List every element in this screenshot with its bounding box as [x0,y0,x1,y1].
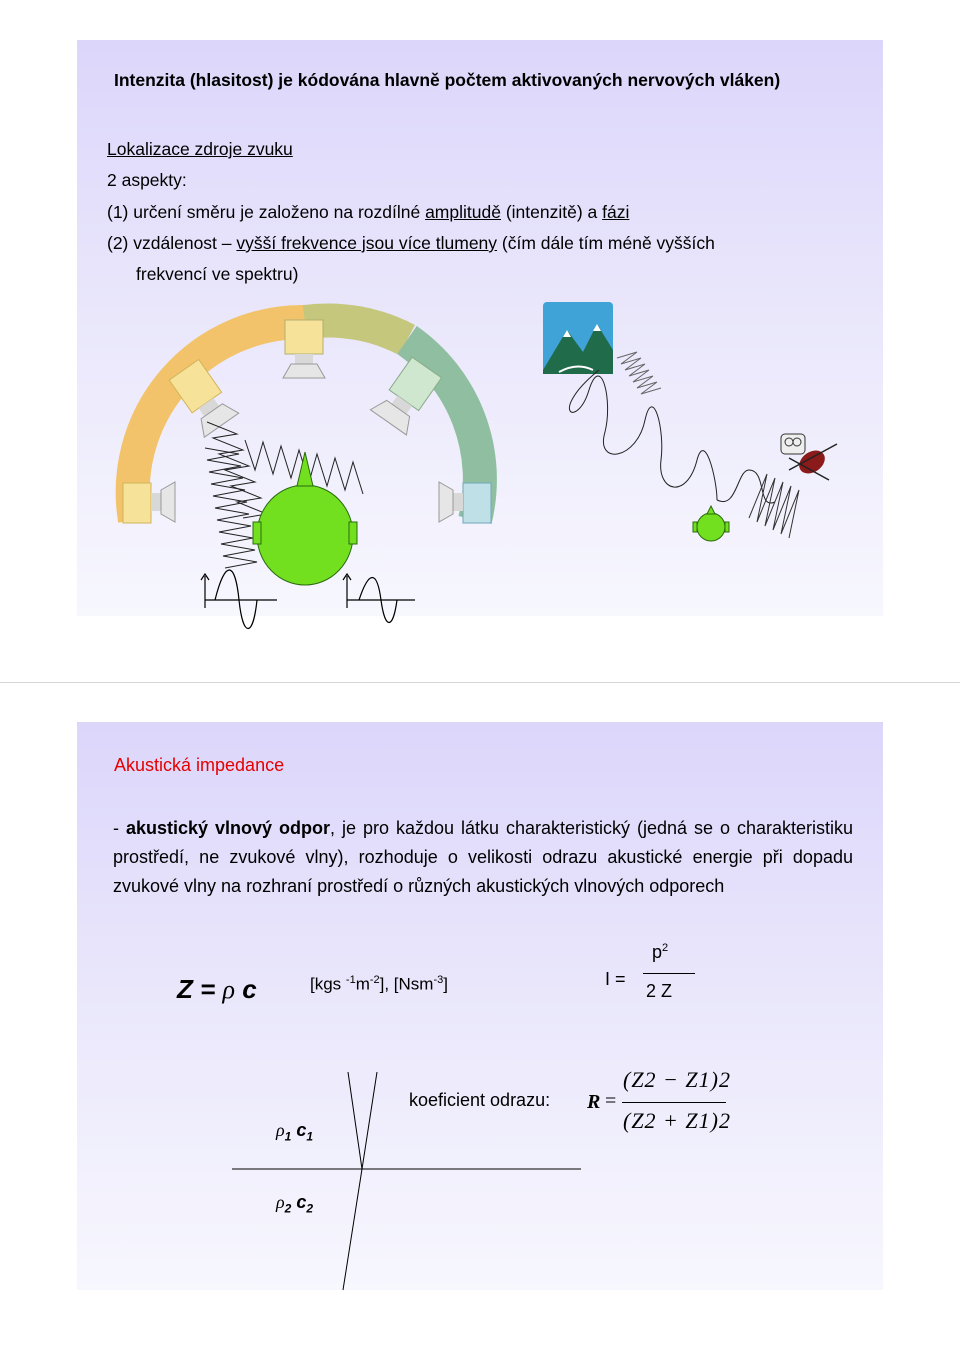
aspect-1-prefix: (1) určení směru je založeno na rozdílné [107,202,426,222]
refracted-ray [343,1169,362,1290]
rho-symbol: ρ [276,1192,285,1212]
units-part: [kgs [310,974,346,994]
c-symbol: c [296,1120,307,1140]
slide-title: Akustická impedance [114,755,285,775]
page-divider [0,682,960,683]
para-dash: - [113,818,126,838]
rho-symbol: ρ [222,975,235,1004]
formula-z-c: c [235,974,257,1004]
reflection-r: R [587,1091,601,1113]
violin-icon [781,434,837,480]
aspects-label: 2 aspekty: [107,170,187,190]
aspect-2-suffix: (čím dále tím méně vyšších [497,233,715,253]
aspect-2-dash: – [221,233,232,253]
intensity-num-exp: 2 [662,942,669,954]
aspect-2-underlined: vyšší frekvence jsou více tlumeny [236,233,498,253]
intensity-line: Intenzita (hlasitost) je kódována hlavně počtem aktivovaných nervových vláken) [114,70,781,90]
amplitude-term: amplitudě [425,202,501,222]
reflection-fraction-bar [622,1102,726,1103]
reflected-ray [362,1072,377,1169]
medium-1-label [276,1120,313,1144]
near-sound-wave [749,474,799,538]
slide-acoustic-impedance [77,722,883,1290]
c-symbol: c [296,1192,307,1212]
units-part: m [355,974,370,994]
reflection-eq: = [605,1090,617,1112]
units-exp: -3 [433,974,444,986]
formula-z-lhs: Z = [177,974,223,1004]
reflection-denominator: (Z2 + Z1)2 [623,1108,731,1133]
para-rest: , je pro každou látku charakteristický (jedná se o charakteristiku prostředí, ne zvukové vlny), rozhoduje o velikosti odrazu akustické energie při dopadu zvukové vlny na rozhraní prostředí o různých akustických vlnových odporech [113,818,853,896]
subscript: 1 [306,1129,314,1144]
incident-ray [348,1072,362,1169]
subscript: 2 [306,1201,314,1216]
subscript: 2 [284,1201,292,1216]
speaker-icon [283,320,325,378]
reflection-coefficient-label: koeficient odrazu: [409,1090,551,1110]
subscript: 1 [284,1129,292,1144]
units-part: ], [Nsm [379,974,434,994]
para-bold-term: akustický vlnový odpor [125,818,330,838]
speaker-icon [439,482,491,523]
units-exp: -2 [369,974,380,986]
small-head-icon [693,506,729,541]
aspect-2-continuation: frekvencí ve spektru) [136,264,299,284]
units-exp: -1 [345,974,356,986]
distant-sound-wave [617,352,661,394]
mountain-icon [543,302,613,374]
localization-heading: Lokalizace zdroje zvuku [107,139,293,159]
phase-term: fázi [602,202,630,222]
left-ear-waveform [201,570,277,629]
intensity-denominator: 2 Z [646,981,673,1001]
localization-illustration [77,40,883,616]
rho-symbol: ρ [276,1120,285,1140]
head-icon [253,452,357,585]
right-ear-waveform [343,574,415,623]
reflection-numerator: (Z2 − Z1)2 [623,1067,731,1092]
intensity-lhs: I = [605,969,626,989]
interface-diagram [77,722,883,1290]
slide-localization [77,40,883,616]
aspect-2-prefix: (2) vzdálenost [107,233,222,253]
speaker-icon [123,482,175,523]
intensity-num-base: p [652,942,663,962]
units-part: ] [443,974,448,994]
aspect-1-middle: (intenzitě) a [500,202,603,222]
distant-sound-wave [569,370,717,500]
medium-2-label [276,1192,313,1216]
